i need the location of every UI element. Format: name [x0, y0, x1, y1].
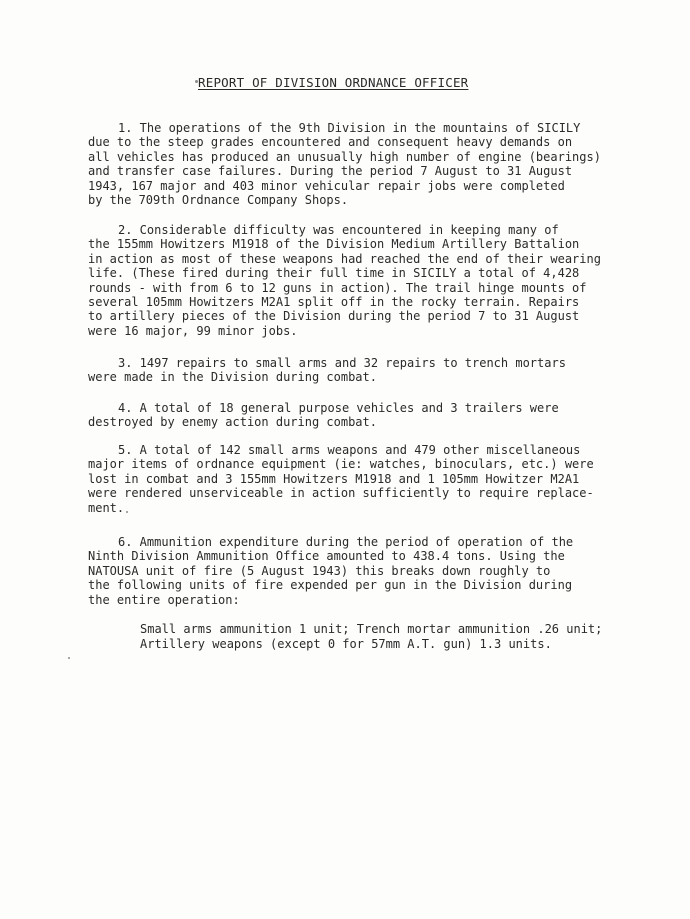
paragraph-line: major items of ordnance equipment (ie: watches, binoculars, etc.) were	[88, 457, 594, 472]
paragraph-line: 6. Ammunition expenditure during the period of operation of the	[118, 535, 574, 549]
paragraph-4	[88, 401, 608, 430]
paragraph-line: the entire operation:	[88, 592, 240, 607]
paragraph-line: the 155mm Howitzers M1918 of the Division Medium Artillery Battalion	[88, 237, 580, 252]
paragraph-line: all vehicles has produced an unusually high number of engine (bearings)	[88, 149, 601, 164]
paragraph-line: NATOUSA unit of fire (5 August 1943) this breaks down roughly to	[88, 563, 551, 578]
paragraph-2	[88, 223, 608, 338]
summary-line: Artillery weapons (except 0 for 57mm A.T. gun) 1.3 units.	[140, 637, 552, 651]
paragraph-line: destroyed by enemy action during combat.	[88, 415, 377, 430]
paper-speck	[68, 657, 70, 659]
paragraph-line: to artillery pieces of the Division during the period 7 to 31 August	[88, 309, 580, 324]
paragraph-line: life. (These fired during their full time in SICILY a total of 4,428	[88, 266, 580, 281]
ammunition-summary	[140, 622, 602, 652]
paragraph-line: 5. A total of 142 small arms weapons and 479 other miscellaneous	[118, 443, 581, 457]
paragraph-line: were 16 major, 99 minor jobs.	[88, 323, 298, 338]
paragraph-6	[88, 535, 608, 607]
paragraph-line: were made in the Division during combat.	[88, 370, 377, 385]
paragraph-line: rounds - with from 6 to 12 guns in action). The trail hinge mounts of	[88, 280, 587, 295]
paragraph-line: were rendered unserviceable in action sufficiently to require replace-	[88, 486, 594, 501]
paragraph-line: several 105mm Howitzers M2A1 split off in the rocky terrain. Repairs	[88, 295, 580, 310]
paragraph-line: by the 709th Ordnance Company Shops.	[88, 193, 349, 208]
paragraph-line: the following units of fire expended per gun in the Division during	[88, 578, 573, 593]
paragraph-line: 4. A total of 18 general purpose vehicles and 3 trailers were	[118, 401, 559, 415]
paper-speck	[126, 511, 128, 513]
paragraph-line: due to the steep grades encountered and consequent heavy demands on	[88, 135, 573, 150]
paragraph-1	[88, 121, 608, 207]
paragraph-line: 1. The operations of the 9th Division in the mountains of SICILY	[118, 121, 581, 135]
paragraph-5	[88, 443, 608, 515]
paragraph-line: 3. 1497 repairs to small arms and 32 repairs to trench mortars	[118, 356, 566, 370]
paragraph-line: 2. Considerable difficulty was encountered in keeping many of	[118, 223, 559, 237]
document-title: REPORT OF DIVISION ORDNANCE OFFICER	[198, 75, 469, 90]
paragraph-line: in action as most of these weapons had reached the end of their wearing	[88, 251, 601, 266]
paragraph-line: and transfer case failures. During the period 7 August to 31 August	[88, 164, 573, 179]
paragraph-line: ment.	[88, 500, 125, 515]
paragraph-3	[88, 356, 608, 385]
paragraph-line: lost in combat and 3 155mm Howitzers M1918 and 1 105mm Howitzer M2A1	[88, 471, 580, 486]
paragraph-line: Ninth Division Ammunition Office amounted to 438.4 tons. Using the	[88, 549, 565, 564]
paper-speck	[195, 80, 198, 83]
paragraph-line: 1943, 167 major and 403 minor vehicular repair jobs were completed	[88, 178, 565, 193]
summary-line: Small arms ammunition 1 unit; Trench mortar ammunition .26 unit;	[140, 622, 603, 636]
